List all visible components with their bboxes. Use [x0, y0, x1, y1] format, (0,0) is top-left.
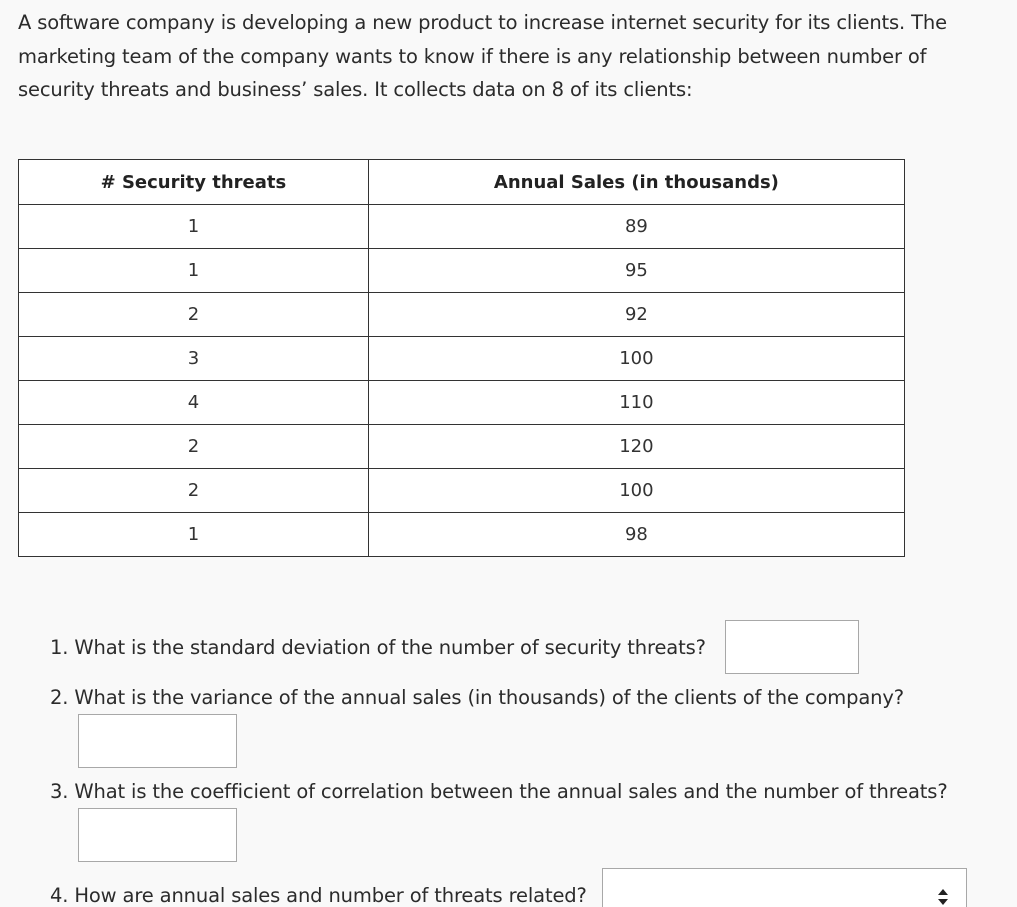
cell-threats: 1	[19, 249, 369, 293]
question-2-number: 2.	[50, 686, 69, 709]
cell-sales: 100	[368, 337, 904, 381]
cell-sales: 95	[368, 249, 904, 293]
cell-threats: 3	[19, 337, 369, 381]
question-3-text: What is the coefficient of correlation between the annual sales and the number of threats?	[74, 780, 948, 803]
table-row	[19, 293, 905, 337]
question-4	[50, 884, 587, 907]
cell-threats: 1	[19, 513, 369, 557]
problem-intro: A software company is developing a new product to increase internet security for its clients. The marketing team of the company wants to know if there is any relationship between number of security threats and business’ sales. It collects data on 8 of its clients:	[18, 11, 947, 101]
question-4-text: How are annual sales and number of threats related?	[74, 884, 587, 907]
cell-sales: 120	[368, 425, 904, 469]
table-header-row	[19, 160, 905, 205]
answer-4-select[interactable]	[602, 868, 967, 907]
question-2	[50, 686, 904, 709]
header-security-threats: # Security threats	[19, 160, 369, 205]
question-3-number: 3.	[50, 780, 69, 803]
question-1	[50, 636, 706, 659]
question-1-text: What is the standard deviation of the number of security threats?	[74, 636, 706, 659]
cell-threats: 2	[19, 425, 369, 469]
answer-2-input[interactable]	[78, 714, 237, 768]
table-row	[19, 469, 905, 513]
cell-threats: 2	[19, 469, 369, 513]
up-down-chevron-icon	[938, 887, 948, 907]
cell-sales: 100	[368, 469, 904, 513]
cell-threats: 1	[19, 205, 369, 249]
cell-sales: 98	[368, 513, 904, 557]
cell-sales: 89	[368, 205, 904, 249]
question-4-number: 4.	[50, 884, 69, 907]
question-3	[50, 780, 948, 803]
table-row	[19, 425, 905, 469]
cell-threats: 4	[19, 381, 369, 425]
question-2-text: What is the variance of the annual sales (in thousands) of the clients of the company?	[74, 686, 904, 709]
header-annual-sales: Annual Sales (in thousands)	[368, 160, 904, 205]
table-row	[19, 513, 905, 557]
table-row	[19, 205, 905, 249]
table-row	[19, 337, 905, 381]
table-row	[19, 381, 905, 425]
cell-sales: 92	[368, 293, 904, 337]
table-row	[19, 249, 905, 293]
answer-1-input[interactable]	[725, 620, 859, 674]
cell-threats: 2	[19, 293, 369, 337]
question-1-number: 1.	[50, 636, 69, 659]
cell-sales: 110	[368, 381, 904, 425]
data-table	[18, 159, 905, 557]
answer-3-input[interactable]	[78, 808, 237, 862]
